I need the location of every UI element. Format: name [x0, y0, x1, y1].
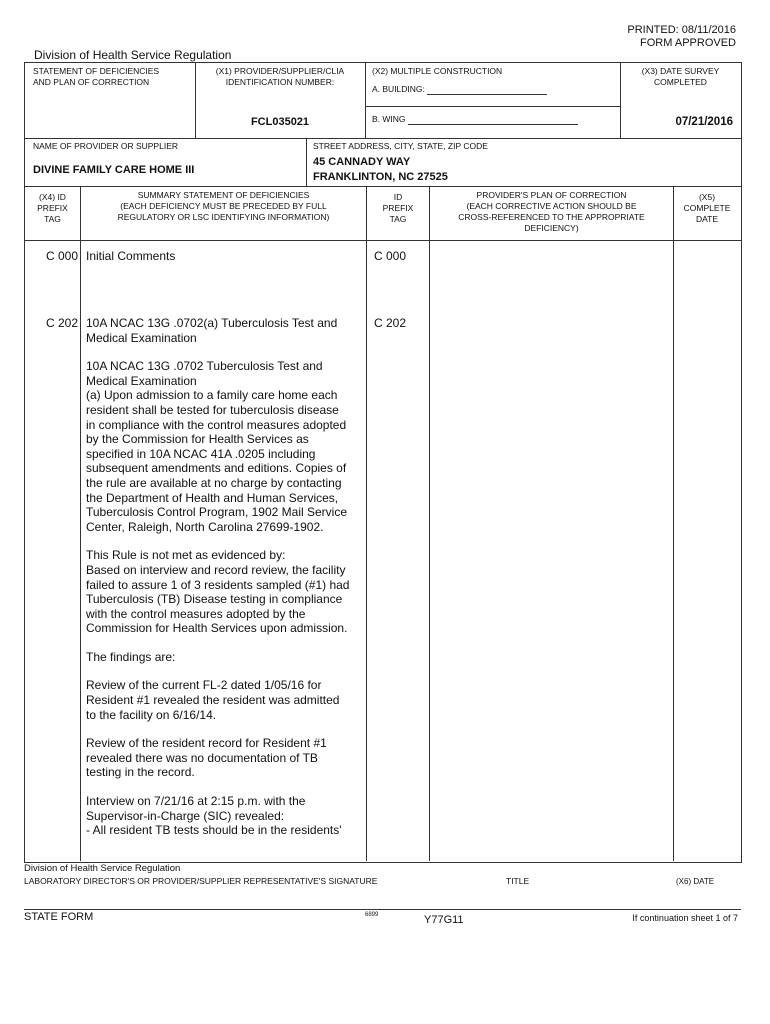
paragraph: Interview on 7/21/16 at 2:15 p.m. with the Supervisor-in-Charge (SIC) revealed: - All resident TB tests should be in the residents'	[86, 794, 342, 838]
plan-header: PROVIDER'S PLAN OF CORRECTION (EACH CORRECTIVE ACTION SHOULD BE CROSS-REFERENCED TO THE APPROPRIATE DEFICIENCY)	[458, 190, 645, 233]
provider-name-label: NAME OF PROVIDER OR SUPPLIER	[33, 141, 178, 151]
paragraph: The findings are:	[86, 649, 176, 664]
building-blank	[427, 85, 547, 95]
form-approved: FORM APPROVED	[640, 37, 736, 49]
initial-comments: Initial Comments	[86, 249, 176, 263]
x1-label: (X1) PROVIDER/SUPPLIER/CLIA IDENTIFICATION NUMBER:	[215, 66, 345, 87]
paragraph: 10A NCAC 13G .0702 Tuberculosis Test and Medical Examination (a) Upon admission to a family care home each resident shall be tested for tuberculosis disease in compliance with the control measures adopted by the Commission for Health Services as specified in 10A NCAC 41A .0205 including subsequent amendments and editions. Copies of the rule are available at no charge by contacting the Department of Health and Human Services, Tuberculosis Control Program, 1902 Mail Service Center, Raleigh, North Carolina 27699-1902.	[86, 359, 347, 534]
address-line1: 45 CANNADY WAY	[313, 156, 411, 168]
paragraph: This Rule is not met as evidenced by: Based on interview and record review, the facility failed to assure 1 of 3 residents sampled (#1) had Tuberculosis (TB) Disease testing in compliance with the control measures adopted by the Commission for Health Services upon admission.	[86, 548, 350, 636]
address-line2: FRANKLINTON, NC 27525	[313, 171, 448, 183]
survey-date: 07/21/2016	[675, 116, 733, 128]
id-header: ID PREFIX TAG	[382, 192, 414, 224]
provider-id: FCL035021	[250, 116, 310, 128]
deficiency-text	[86, 316, 366, 852]
agency-title: Division of Health Service Regulation	[34, 48, 232, 62]
summary-header: SUMMARY STATEMENT OF DEFICIENCIES (EACH DEFICIENCY MUST BE PRECEDED BY FULL REGULATORY OR LSC IDENTIFYING INFORMATION)	[117, 190, 330, 222]
signature-label: LABORATORY DIRECTOR'S OR PROVIDER/SUPPLIER REPRESENTATIVE'S SIGNATURE	[24, 876, 378, 886]
state-form: STATE FORM	[24, 911, 94, 923]
title-label: TITLE	[506, 876, 530, 886]
continuation-sheet: If continuation sheet 1 of 7	[632, 913, 738, 923]
wing-label: B. WING	[372, 114, 406, 124]
form-number: 6899	[365, 912, 379, 918]
event-id: Y77G11	[424, 914, 464, 926]
id-tag-c000: C 000	[374, 249, 407, 263]
x3-label: (X3) DATE SURVEY COMPLETED	[641, 66, 720, 87]
x4-header: (X4) ID PREFIX TAG	[37, 192, 68, 224]
paragraph: 10A NCAC 13G .0702(a) Tuberculosis Test and Medical Examination	[86, 316, 338, 345]
address-label: STREET ADDRESS, CITY, STATE, ZIP CODE	[313, 141, 488, 151]
printed-date: PRINTED: 08/11/2016	[627, 24, 736, 36]
date-label: (X6) DATE	[676, 877, 715, 886]
building-field	[372, 84, 547, 95]
footer-agency: Division of Health Service Regulation	[24, 863, 181, 874]
provider-name: DIVINE FAMILY CARE HOME III	[33, 164, 195, 176]
tag-c000: C 000	[45, 249, 78, 263]
paragraph: Review of the current FL-2 dated 1/05/16 for Resident #1 revealed the resident was admitted to the facility on 6/16/14.	[86, 678, 340, 722]
wing-field	[372, 114, 578, 125]
x2-label: (X2) MULTIPLE CONSTRUCTION	[372, 66, 503, 76]
statement-label: STATEMENT OF DEFICIENCIES AND PLAN OF CORRECTION	[33, 66, 160, 87]
id-tag-c202: C 202	[374, 316, 407, 330]
wing-blank	[408, 115, 578, 125]
x5-header: (X5) COMPLETE DATE	[683, 192, 731, 224]
building-label: A. BUILDING:	[372, 84, 425, 94]
tag-c202: C 202	[45, 316, 78, 330]
paragraph: Review of the resident record for Resident #1 revealed there was no documentation of TB testing in the record.	[86, 736, 327, 780]
